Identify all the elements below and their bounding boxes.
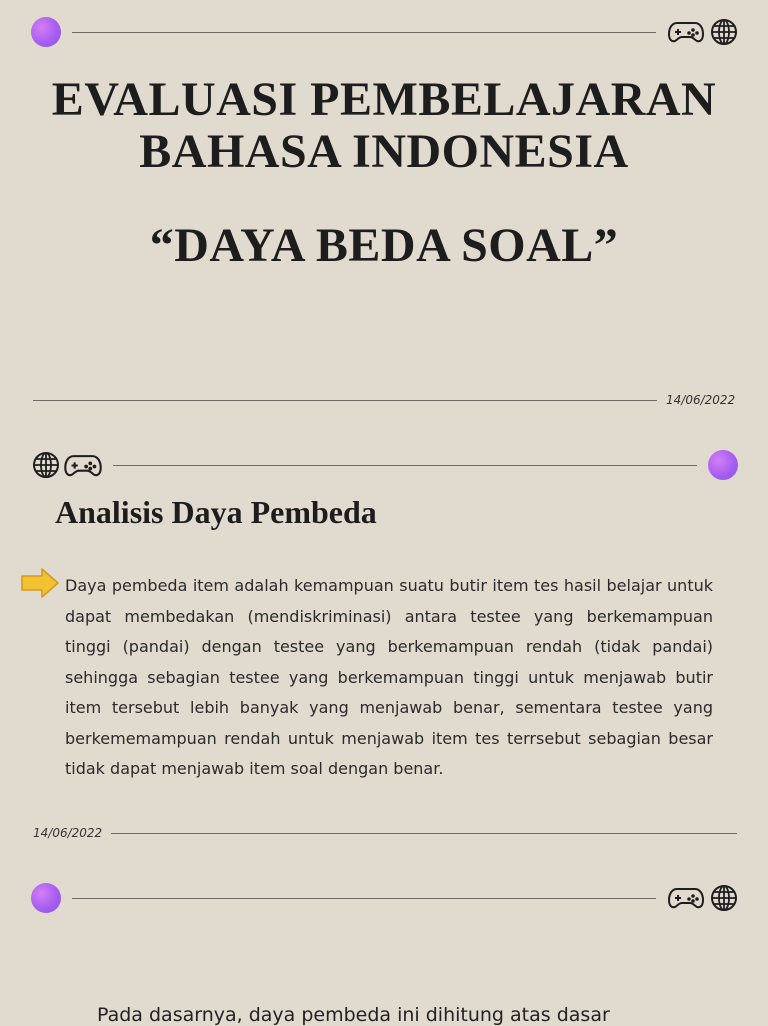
purple-dot [31, 17, 61, 47]
title-line-2: BAHASA INDONESIA [139, 125, 629, 178]
gamepad-icon [64, 453, 102, 478]
section-paragraph: Pada dasarnya, daya pembeda ini dihitung atas dasar [97, 1004, 610, 1026]
globe-icon [32, 451, 60, 479]
gamepad-icon [668, 886, 704, 910]
footer-rule [33, 400, 657, 401]
footer-rule [111, 833, 737, 834]
header-rule [72, 898, 656, 899]
slide-date: 14/06/2022 [666, 393, 736, 407]
slide-subtitle: “DAYA BEDA SOAL” [149, 219, 619, 272]
slide-date: 14/06/2022 [33, 826, 103, 840]
section-paragraph: Daya pembeda item adalah kemampuan suatu butir item tes hasil belajar untuk dapat membedakan (mendiskriminasi) antara testee yang berkemampuan tinggi (pandai) dengan testee yang berkemampuan rendah (tidak pandai) sehingga sebagian testee yang berkemampuan tinggi untuk menjawab butir item tersebut lebih banyak yang menjawab benar, sementara testee yang berkememampuan rendah untuk menjawab item tes terrsebut sebagian besar tidak dapat menjawab item soal dengan benar. [65, 576, 713, 778]
header-rule [113, 465, 697, 466]
globe-icon [710, 884, 738, 912]
purple-dot [708, 450, 738, 480]
gamepad-icon [668, 20, 704, 44]
purple-dot [31, 883, 61, 913]
section-heading: Analisis Daya Pembeda [55, 494, 377, 530]
slide-title [0, 74, 768, 178]
arrow-right-icon [20, 567, 60, 599]
title-line-1: EVALUASI PEMBELAJARAN [51, 73, 717, 126]
globe-icon [710, 18, 738, 46]
header-rule [72, 32, 656, 33]
